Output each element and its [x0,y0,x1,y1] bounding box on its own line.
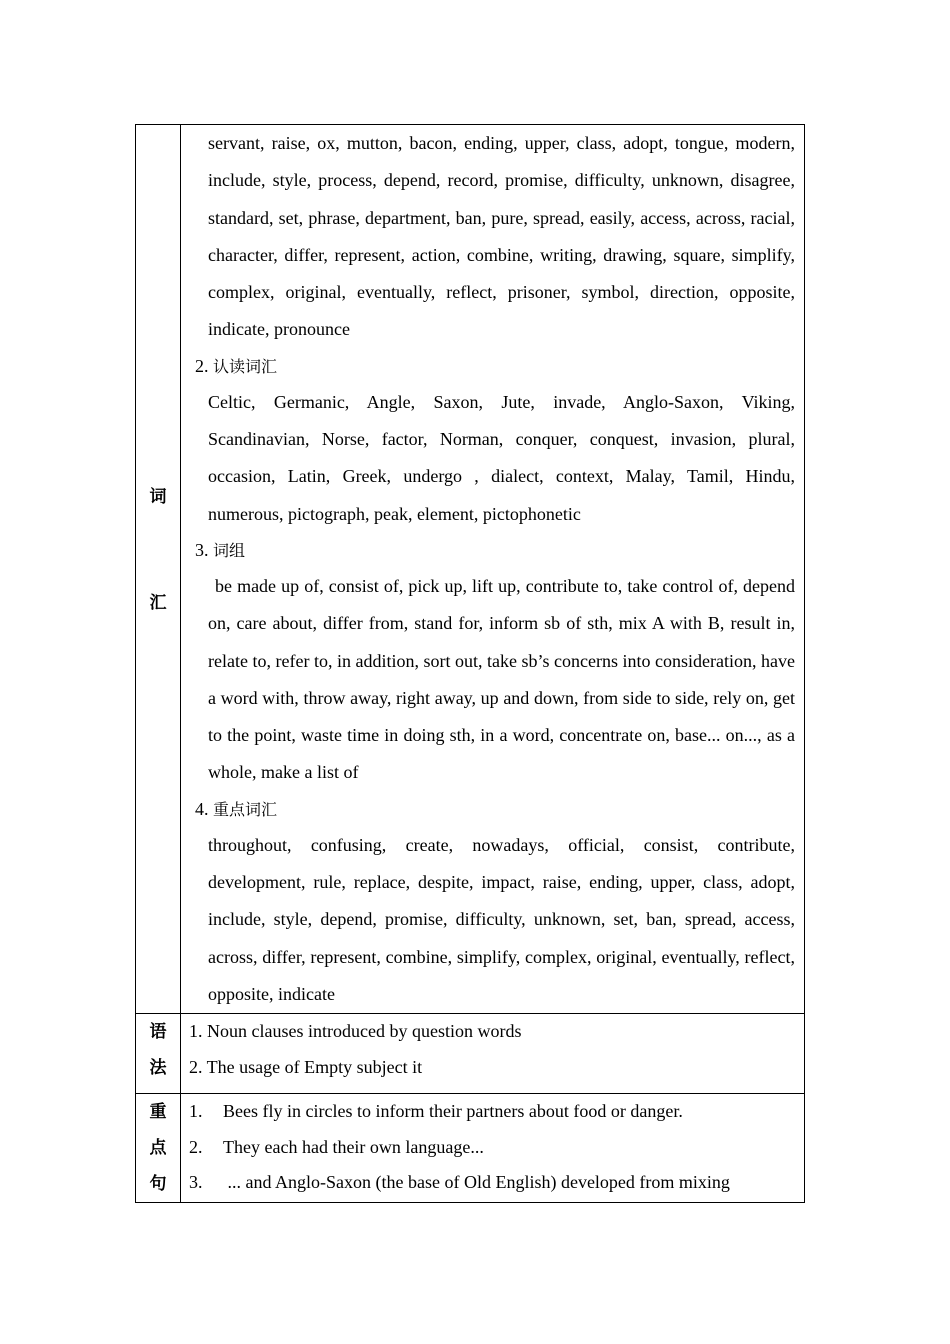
vocab-heading-2 [181,349,804,384]
vocab-heading-3 [181,533,804,568]
sentences-label-char-1: 重 [149,1102,167,1123]
grammar-row [136,1014,805,1094]
sentence-number: 3. [189,1172,203,1193]
heading-text: 认读词汇 [213,356,278,376]
sentence-text: They each had their own language... [223,1136,484,1157]
sentence-number: 1. [189,1101,203,1122]
vocab-paragraph-3: be made up of, consist of, pick up, lift up, contribute to, take control of, depend on, care about, differ from, stand for, inform sb of sth, mix A with B, result in, relate to, refer to, in addition, sort out, take sb’s concerns into consideration, have a word with, throw away, right away, up and down, from side to side, rely on, get to the point, waste time in doing sth, in a word, concentrate on, base... on..., as a whole, make a list of [208,575,795,783]
sentence-item [189,1165,796,1201]
vocab-content-cell [181,125,805,1014]
lesson-table [135,124,805,1203]
heading-number: 3. [195,539,209,560]
heading-number: 4. [195,798,209,819]
vocab-paragraph-2: Celtic, Germanic, Angle, Saxon, Jute, invade, Anglo-Saxon, Viking, Scandinavian, Norse, factor, Norman, conquer, conquest, invasion, plural, occasion, Latin, Greek, undergo , dialect, context, Malay, Tamil, Hindu, numerous, pictograph, peak, element, pictophonetic [208,391,795,524]
vocab-label-char-1: 词 [149,487,167,507]
sentence-text: ... and Anglo-Saxon (the base of Old English) developed from mixing [223,1172,730,1193]
sentences-row [136,1094,805,1203]
grammar-label-char-2: 法 [149,1058,167,1079]
vocab-paragraph-1: servant, raise, ox, mutton, bacon, ending, upper, class, adopt, tongue, modern, include, style, process, depend, record, promise, difficulty, unknown, disagree, standard, set, phrase, department, ban, pure, spread, easily, access, across, racial, character, differ, represent, action, combine, writing, drawing, square, simplify, complex, original, eventually, reflect, prisoner, symbol, direction, opposite, indicate, pronounce [208,133,795,340]
sentence-text: Bees fly in circles to inform their partners about food or danger. [223,1101,683,1122]
vocab-label-char-2: 汇 [149,593,167,613]
grammar-item: 2. The usage of Empty subject it [189,1056,423,1077]
heading-text: 词组 [213,540,246,560]
vocab-paragraph-4: throughout, confusing, create, nowadays, official, consist, contribute, development, rule, replace, despite, impact, raise, ending, upper, class, adopt, include, style, depend, promise, difficulty, unknown, set, ban, spread, access, across, differ, represent, combine, simplify, complex, original, eventually, reflect, opposite, indicate [208,834,795,1004]
grammar-content-cell [181,1014,805,1094]
sentences-label-char-2: 点 [149,1138,167,1159]
sentences-label-char-3: 句 [149,1174,167,1195]
vocab-heading-4 [181,792,804,827]
vocab-label-cell [136,125,181,1014]
grammar-label-cell [136,1014,181,1094]
grammar-label-char-1: 语 [149,1022,167,1043]
heading-text: 重点词汇 [213,799,278,819]
vocab-row [136,125,805,1014]
heading-number: 2. [195,355,209,376]
sentence-item [189,1130,796,1166]
sentences-content-cell [181,1094,805,1203]
sentence-item [189,1094,796,1130]
grammar-item: 1. Noun clauses introduced by question words [189,1021,522,1042]
sentence-number: 2. [189,1136,203,1157]
sentences-label-cell [136,1094,181,1203]
